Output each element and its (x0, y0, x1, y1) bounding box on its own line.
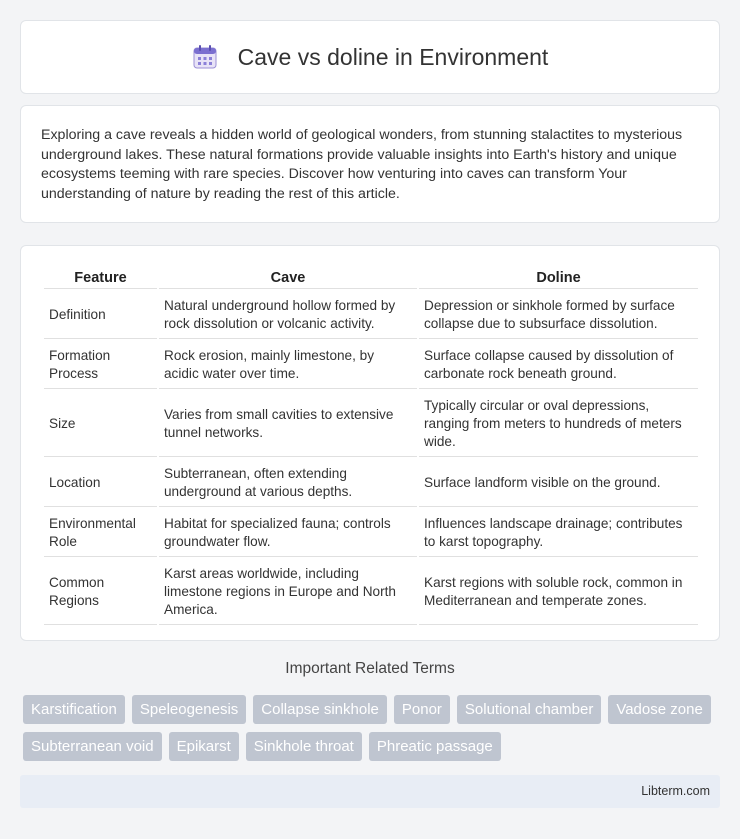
tag-ponor[interactable]: Ponor (394, 695, 450, 724)
tag-collapse-sinkhole[interactable]: Collapse sinkhole (253, 695, 387, 724)
feature-cell: Common Regions (44, 559, 157, 625)
doline-cell: Depression or sinkhole formed by surface collapse due to subsurface dissolution. (419, 291, 698, 339)
table-row (44, 391, 698, 457)
related-tags (23, 695, 723, 769)
feature-cell: Environmental Role (44, 509, 157, 557)
doline-cell: Surface collapse caused by dissolution of carbonate rock beneath ground. (419, 341, 698, 389)
tag-epikarst[interactable]: Epikarst (169, 732, 239, 761)
feature-cell: Formation Process (44, 341, 157, 389)
feature-cell: Size (44, 391, 157, 457)
table-row (44, 341, 698, 389)
table-row (44, 509, 698, 557)
doline-cell: Typically circular or oval depressions, ranging from meters to hundreds of meters wide. (419, 391, 698, 457)
cave-cell: Subterranean, often extending underground at various depths. (159, 459, 417, 507)
footer-site-link[interactable]: Libterm.com (641, 784, 710, 798)
feature-cell: Definition (44, 291, 157, 339)
table-row (44, 559, 698, 625)
cave-cell: Varies from small cavities to extensive tunnel networks. (159, 391, 417, 457)
table-header-row (44, 268, 698, 289)
related-terms-title: Important Related Terms (285, 660, 455, 677)
doline-cell: Influences landscape drainage; contributes to karst topography. (419, 509, 698, 557)
tag-sinkhole-throat[interactable]: Sinkhole throat (246, 732, 362, 761)
feature-cell: Location (44, 459, 157, 507)
tag-phreatic-passage[interactable]: Phreatic passage (369, 732, 501, 761)
comparison-table (42, 266, 700, 627)
cave-cell: Habitat for specialized fauna; controls groundwater flow. (159, 509, 417, 557)
intro-card (20, 105, 720, 223)
tag-vadose-zone[interactable]: Vadose zone (608, 695, 710, 724)
tag-solutional-chamber[interactable]: Solutional chamber (457, 695, 601, 724)
header-feature: Feature (44, 268, 157, 289)
cave-cell: Karst areas worldwide, including limestone regions in Europe and North America. (159, 559, 417, 625)
page-title: Cave vs doline in Environment (237, 43, 549, 70)
tag-karstification[interactable]: Karstification (23, 695, 125, 724)
doline-cell: Surface landform visible on the ground. (419, 459, 698, 507)
intro-text: Exploring a cave reveals a hidden world of geological wonders, from stunning stalactites to mysterious underground lakes. These natural formations provide valuable insights into Earth's history and unique ecosystems teeming with rare species. Discover how venturing into caves can transform Your understanding of nature by reading the rest of this article. (41, 127, 683, 202)
cave-cell: Natural underground hollow formed by rock dissolution or volcanic activity. (159, 291, 417, 339)
cave-cell: Rock erosion, mainly limestone, by acidic water over time. (159, 341, 417, 389)
comparison-card (20, 245, 720, 641)
calendar-icon (192, 44, 218, 70)
header-cave: Cave (159, 268, 417, 289)
table-row (44, 459, 698, 507)
doline-cell: Karst regions with soluble rock, common in Mediterranean and temperate zones. (419, 559, 698, 625)
title-card (20, 20, 720, 94)
tag-speleogenesis[interactable]: Speleogenesis (132, 695, 246, 724)
footer (20, 775, 720, 808)
header-doline: Doline (419, 268, 698, 289)
table-row (44, 291, 698, 339)
related-terms-section (20, 660, 720, 678)
tag-subterranean-void[interactable]: Subterranean void (23, 732, 162, 761)
